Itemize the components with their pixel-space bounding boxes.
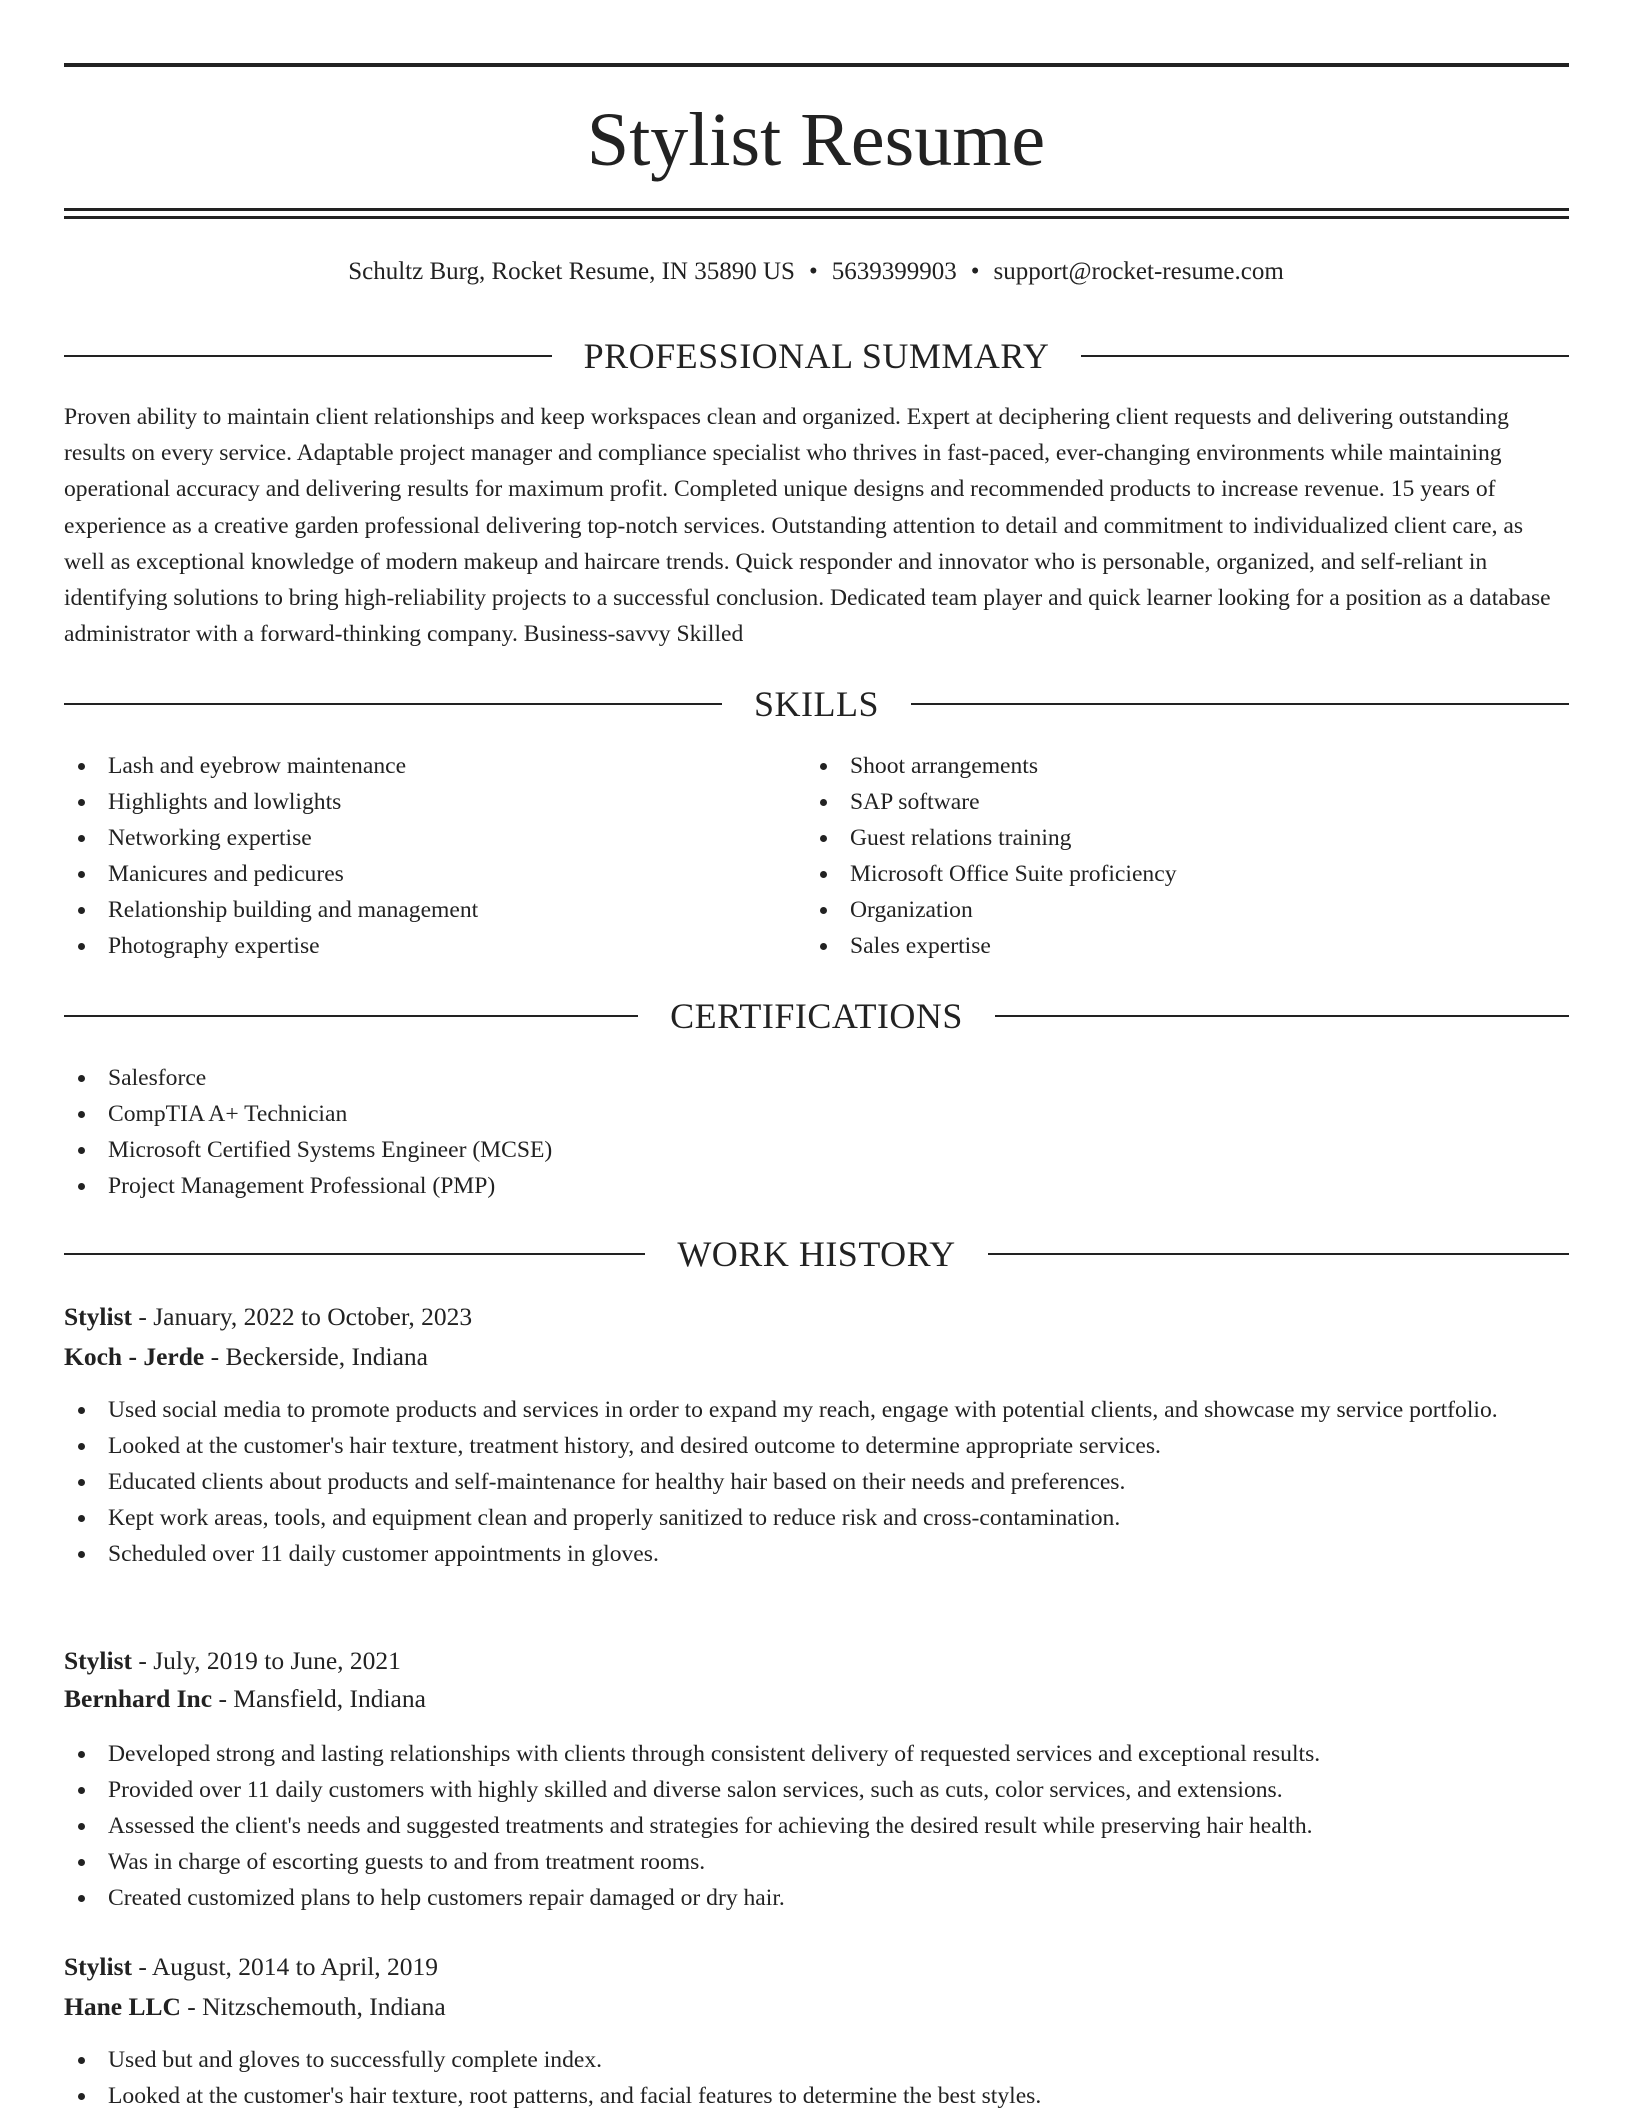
job-location: - Nitzschemouth, Indiana: [180, 1992, 446, 2021]
job-title-line: [64, 1642, 401, 1680]
page-title: Stylist Resume: [586, 98, 1046, 182]
job-title: Stylist: [64, 1646, 133, 1675]
job-title-line: [64, 1298, 472, 1336]
title-rule-lower: [64, 216, 1569, 219]
job-bullets: [64, 2042, 1544, 2114]
title-rule-upper: [64, 208, 1569, 211]
job-company: Bernhard Inc: [64, 1684, 213, 1713]
job-title-line: [64, 1948, 438, 1986]
contact-line: [0, 254, 1632, 290]
job-title: Stylist: [64, 1952, 133, 1981]
list-item: Guest relations training: [806, 820, 1506, 856]
job-title: Stylist: [64, 1302, 133, 1331]
list-item: Looked at the customer's hair texture, root patterns, and facial features to determine the best styles.: [64, 2078, 1544, 2114]
job-company: Koch - Jerde: [64, 1342, 205, 1371]
list-item: Networking expertise: [64, 820, 764, 856]
job-dates: - August, 2014 to April, 2019: [132, 1952, 439, 1981]
skills-heading: [64, 682, 1569, 726]
list-item: Organization: [806, 892, 1506, 928]
list-item: Photography expertise: [64, 928, 764, 964]
work-history-heading: [64, 1232, 1569, 1276]
job-location: - Mansfield, Indiana: [212, 1684, 426, 1713]
list-item: Assessed the client's needs and suggested treatments and strategies for achieving the desired result while preserving hair health.: [64, 1808, 1544, 1844]
job-location: - Beckerside, Indiana: [204, 1342, 428, 1371]
summary-heading: [64, 334, 1569, 378]
list-item: Looked at the customer's hair texture, treatment history, and desired outcome to determine appropriate services.: [64, 1428, 1544, 1464]
certifications-heading: [64, 994, 1569, 1038]
work-history-heading-label: WORK HISTORY: [677, 1234, 956, 1274]
list-item: Project Management Professional (PMP): [64, 1168, 1464, 1204]
list-item: Microsoft Certified Systems Engineer (MCSE): [64, 1132, 1464, 1168]
skills-heading-label: SKILLS: [754, 684, 880, 724]
skills-list-left: [64, 748, 764, 964]
list-item: SAP software: [806, 784, 1506, 820]
list-item: Used social media to promote products and services in order to expand my reach, engage with potential clients, and showcase my service portfolio.: [64, 1392, 1544, 1428]
contact-phone: 5639399903: [831, 258, 957, 285]
contact-address: Schultz Burg, Rocket Resume, IN 35890 US: [348, 258, 795, 285]
job-company-line: [64, 1338, 428, 1376]
list-item: Lash and eyebrow maintenance: [64, 748, 764, 784]
certifications-list: [64, 1060, 1464, 1204]
job-company-line: [64, 1988, 446, 2026]
list-item: Educated clients about products and self-maintenance for healthy hair based on their needs and preferences.: [64, 1464, 1544, 1500]
job-dates: - January, 2022 to October, 2023: [132, 1302, 473, 1331]
list-item: Developed strong and lasting relationships with clients through consistent delivery of requested services and exceptional results.: [64, 1736, 1544, 1772]
list-item: Used but and gloves to successfully complete index.: [64, 2042, 1544, 2078]
list-item: CompTIA A+ Technician: [64, 1096, 1464, 1132]
contact-email: support@rocket-resume.com: [993, 258, 1284, 285]
job-bullets: [64, 1736, 1544, 1916]
list-item: Shoot arrangements: [806, 748, 1506, 784]
list-item: Salesforce: [64, 1060, 1464, 1096]
job-company-line: [64, 1680, 426, 1718]
summary-heading-label: PROFESSIONAL SUMMARY: [583, 336, 1050, 376]
list-item: Relationship building and management: [64, 892, 764, 928]
contact-separator: •: [970, 258, 980, 285]
list-item: Microsoft Office Suite proficiency: [806, 856, 1506, 892]
contact-separator: •: [808, 258, 818, 285]
list-item: Was in charge of escorting guests to and from treatment rooms.: [64, 1844, 1544, 1880]
job-company: Hane LLC: [64, 1992, 181, 2021]
list-item: Scheduled over 11 daily customer appointments in gloves.: [64, 1536, 1544, 1572]
skills-list-right: [806, 748, 1506, 964]
job-bullets: [64, 1392, 1544, 1572]
certifications-heading-label: CERTIFICATIONS: [670, 996, 963, 1036]
list-item: Sales expertise: [806, 928, 1506, 964]
list-item: Provided over 11 daily customers with highly skilled and diverse salon services, such as cuts, color services, and extensions.: [64, 1772, 1544, 1808]
summary-text: Proven ability to maintain client relationships and keep workspaces clean and organized. Expert at deciphering client requests and delivering outstanding results on every service. Adaptable project manager and compliance specialist who thrives in fast-paced, ever-changing environments while maintaining operational accuracy and delivering results for maximum profit. Completed unique designs and recommended products to increase revenue. 15 years of experience as a creative garden professional delivering top-notch services. Outstanding attention to detail and commitment to individualized client care, as well as exceptional knowledge of modern makeup and haircare trends. Quick responder and innovator who is personable, organized, and self-reliant in identifying solutions to bring high-reliability projects to a successful conclusion. Dedicated team player and quick learner looking for a position as a database administrator with a forward-thinking company. Business-savvy Skilled: [64, 404, 1551, 648]
top-rule: [64, 63, 1569, 67]
list-item: Kept work areas, tools, and equipment clean and properly sanitized to reduce risk and cross-contamination.: [64, 1500, 1544, 1536]
list-item: Created customized plans to help customers repair damaged or dry hair.: [64, 1880, 1544, 1916]
list-item: Highlights and lowlights: [64, 784, 764, 820]
list-item: Manicures and pedicures: [64, 856, 764, 892]
job-dates: - July, 2019 to June, 2021: [132, 1646, 401, 1675]
